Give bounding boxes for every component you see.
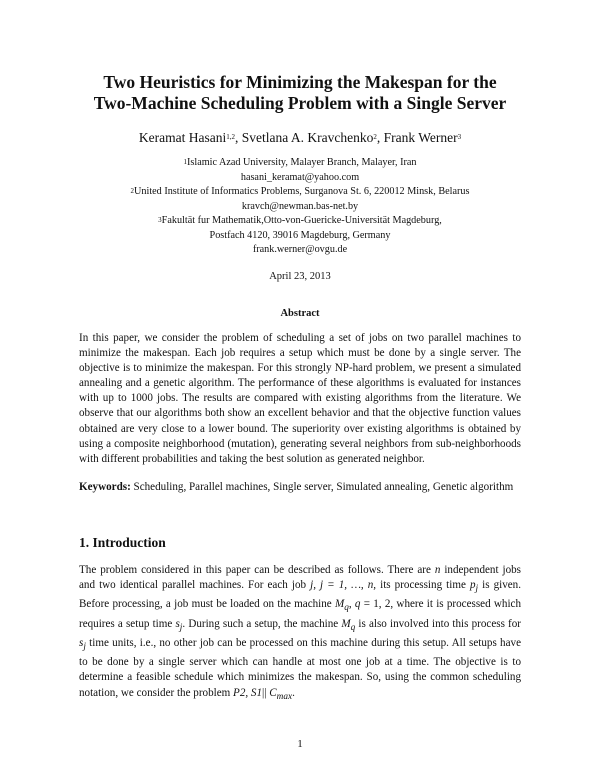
author-affil-mark: 1,2 — [226, 133, 235, 141]
keywords-label: Keywords: — [79, 481, 131, 493]
math-problem: P2, S1 — [233, 686, 263, 699]
affil-mark: 1 — [183, 158, 187, 166]
text-run: . During such a setup, the machine — [182, 617, 342, 630]
author-name: Keramat Hasani — [138, 130, 227, 145]
affiliation-3 — [60, 214, 540, 258]
math-j: j, j = 1, …, n, — [310, 579, 377, 592]
abstract-heading: Abstract — [280, 308, 320, 319]
section-heading-introduction: 1. Introduction — [79, 535, 166, 550]
author-separator: , — [234, 130, 242, 145]
math-p: p — [469, 579, 476, 592]
author-list — [60, 130, 540, 146]
math-sub: q — [344, 603, 349, 614]
math-sub: q — [350, 622, 356, 633]
abstract-body: In this paper, we consider the problem of scheduling a set of jobs on two parallel machines to minimize the makespan. Each job requires a setup which must be done by a single server. The objective is to minimize the makespan. For this strongly NP-hard problem, we present a simulated annealing and a genetic algorithm. The performance of these algorithms is evaluated for instances with up to 1000 jobs. The results are compared with existing algorithms from the literature. We observe that our algorithms both show an excellent behavior and that the objective function values obtained are very close to a lower bound. The superiority over existing algorithms is obtained by using a composite neighborhood (mutation), generating several neighbors from sub-neighborhoods with different probabilities and taking the best solution as generated neighbor. — [79, 332, 521, 465]
author-separator: , — [376, 130, 384, 145]
text-run: = 1, 2, where it is processed which requires a setup time — [79, 598, 522, 630]
affil-text: Fakultät fur Mathematik,Otto-von-Guericke-Universität Magdeburg, — [161, 215, 442, 226]
text-run: its processing time — [376, 579, 470, 592]
paper-title — [60, 72, 540, 114]
keywords — [79, 480, 521, 495]
affiliation-2 — [60, 185, 540, 214]
author-affil-mark: 3 — [457, 133, 462, 141]
math-sub: j — [83, 642, 86, 653]
text-run: || — [262, 686, 270, 699]
text-run: , — [348, 598, 355, 611]
affil-mark: 2 — [130, 187, 135, 195]
title-line-1: Two Heuristics for Minimizing the Makespan for the — [103, 72, 497, 92]
affil-text-2: Postfach 4120, 39016 Magdeburg, Germany — [209, 229, 391, 241]
math-q: q — [354, 598, 361, 611]
author-name: Frank Werner — [383, 130, 458, 145]
title-line-2: Two-Machine Scheduling Problem with a Single Server — [93, 93, 507, 113]
text-run: . — [292, 686, 295, 699]
math-s: s — [175, 617, 180, 630]
page-number: 1 — [297, 738, 303, 750]
affiliation-1 — [60, 156, 540, 185]
text-run: time units, i.e., no other job can be processed on this machine during this setup. All setups have to be done by a single server which can handle at most one job at a time. The objective is to determine a feasible schedule which minimizes the makespan. So, using the common scheduling notation, we consider the problem — [79, 637, 521, 699]
introduction-paragraph — [79, 563, 521, 705]
math-C: C — [269, 686, 277, 699]
text-run: The problem considered in this paper can be described as follows. There are — [79, 564, 435, 576]
math-sub: j — [179, 622, 183, 633]
affil-email: frank.werner@ovgu.de — [252, 244, 348, 256]
math-M: M — [335, 598, 345, 611]
author-name: Svetlana A. Kravchenko — [241, 130, 374, 145]
affil-mark: 3 — [158, 216, 162, 224]
math-sub: max — [276, 691, 293, 702]
keywords-text: Scheduling, Parallel machines, Single server, Simulated annealing, Genetic algorithm — [130, 481, 514, 493]
author-affil-mark: 2 — [373, 133, 377, 141]
affil-email: hasani_keramat@yahoo.com — [240, 171, 360, 183]
affil-text: United Institute of Informatics Problems, Surganova St. 6, 220012 Minsk, Belarus — [134, 186, 470, 197]
math-sub: j — [475, 584, 479, 595]
affil-email: kravch@newman.bas-net.by — [241, 200, 359, 212]
math-s: s — [79, 637, 84, 650]
affil-text: Islamic Azad University, Malayer Branch, Malayer, Iran — [187, 157, 417, 168]
text-run: independent jobs and two identical parallel machines. For each job — [79, 564, 521, 592]
math-M: M — [341, 617, 351, 630]
math-n: n — [434, 564, 441, 576]
text-run: is also involved into this process for — [355, 617, 521, 630]
text-run: is given. Before processing, a job must be loaded on the machine — [79, 579, 521, 611]
paper-date: April 23, 2013 — [269, 271, 331, 282]
